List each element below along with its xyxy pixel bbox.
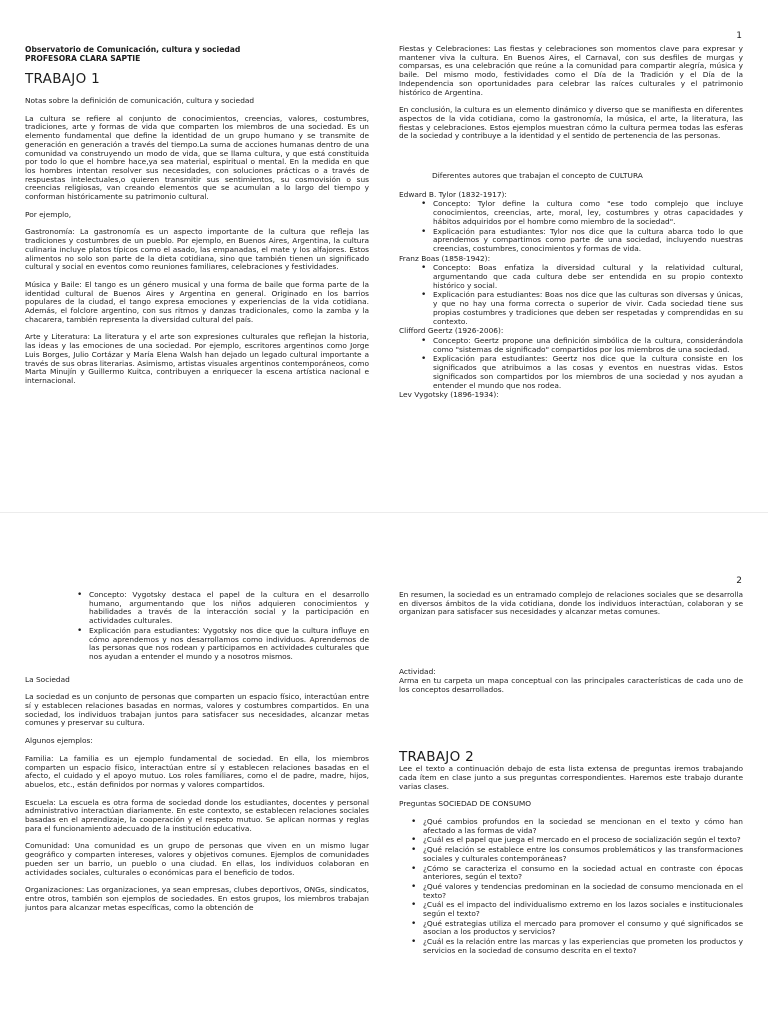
question-item: • ¿Qué relación se establece entre los consumos problemáticos y las transformaciones sociales y culturales contemporáneas? [411,846,743,863]
geertz-list [421,337,743,390]
list-item: • Concepto: Tylor define la cultura como "ese todo complejo que incluye conocimientos, creencias, arte, moral, ley, costumbres y otras capacidades y hábitos adquiridos por el hombre como miembro de la sociedad". [421,200,743,226]
author-tylor: Edward B. Tylor (1832-1917): [399,189,507,199]
list-item: • Explicación para estudiantes: Boas nos dice que las culturas son diversas y únicas, y que no hay una forma correcta o superior de vivir. Cada sociedad tiene sus propias costumbres y tradiciones que deben ser respetadas y comprendidas en su contexto. [421,291,743,326]
teacher-header: PROFESORA CLARA SAPTIE [25,54,141,63]
page2-left-column [25,591,369,921]
page1-left-column [25,45,369,395]
festivities-paragraph: Fiestas y Celebraciones: Las fiestas y celebraciones son momentos clave para expresar y mantener viva la cultura. En Buenos Aires, el Carnaval, con sus desfiles de murgas y comparsas, es una celebración que reúne a la comunidad para compartir alegría, música y baile. Del mismo modo, festividades como el Día de la Tradición y el Día de la Independencia son oportunidades para celebrar las raíces culturales y el patrimonio histórico de Argentina. [399,44,743,97]
family-paragraph: Familia: La familia es un ejemplo fundamental de sociedad. En ella, los miembros comparten un espacio físico, interactúan entre sí y establecen relaciones basadas en el afecto, el cuidado y el apoyo mutuo. Los roles familiares, como el de padre, madre, hijos, abuelos, etc., están definidos por normas y valores compartidos. [25,753,369,789]
page-number: 1 [736,31,742,41]
question-item: • ¿Cuál es el papel que juega el mercado en el proceso de socialización según el texto? [411,836,743,845]
art-paragraph: Arte y Literatura: La literatura y el arte son expresiones culturales que reflejan la historia, las ideas y las emociones de una sociedad. Por ejemplo, escritores argentinos como Jorge Luis Borges, Julio Cortázar y María Elena Walsh han dejado un legado cultural importante a través de sus obras literarias. Asimismo, artistas visuales argentinos contemporáneos, como Marta Minujín y Guillermo Kuitca, contribuyen a enriquecer la escena artística nacional e internacional. [25,332,369,385]
por-ejemplo-text: Por ejemplo, [25,209,72,219]
examples-label: Algunos ejemplos: [25,736,93,746]
community-paragraph: Comunidad: Una comunidad es un grupo de personas que viven en un mismo lugar geográfico y comparten intereses, valores y objetivos comunes. Ejemplos de comunidades pueden ser un barrio, un pueblo o una ciudad. En ellas, los individuos colaboran en actividades sociales, culturales o económicas para el beneficio de todos. [25,841,369,877]
society-paragraph: La sociedad es un conjunto de personas que comparten un espacio físico, interactúan entre sí y establecen relaciones basadas en normas, valores y costumbres compartidos. En una sociedad, los individuos trabajan juntos para satisfacer sus necesidades, alcanzar metas comunes y preservar su cultura. [25,692,369,728]
question-item: • ¿Cómo se caracteriza el consumo en la sociedad actual en contraste con épocas anteriores, según el texto? [411,865,743,882]
assignment-title: TRABAJO 1 [25,71,100,87]
activity-label: Actividad: [399,667,436,677]
page2-right-column [399,591,743,957]
culture-paragraph: La cultura se refiere al conjunto de conocimientos, creencias, valores, costumbres, tradiciones, arte y formas de vida que comparten los miembros de una sociedad. Es un elemento fundamental que define la identidad de un grupo humano y se transmite de generación en generación a través del tiempo.La suma de acciones humanas dentro de una comunidad va construyendo un modo de vida, que se llama cultura, y que está constituida por todo lo que el hombre hace,ya sea material, espiritual o mental. En la medida en que los hombres intentan resolver sus necesidades, con soluciones prácticas o a través de respuestas intelectuales,o quieren transmitir sus sentimientos, su cosmovisión o sus creencias religiosas, van creando elementos que se acumulan a lo largo del tiempo y conforman históricamente su patrimonio cultural. [25,113,369,202]
summary-paragraph: En resumen, la sociedad es un entramado complejo de relaciones sociales que se desarrolla en diversos ámbitos de la vida cotidiana, donde los individuos interactúan, colaboran y se organizan para satisfacer sus necesidades y alcanzar metas comunes. [399,590,743,617]
list-item: • Concepto: Boas enfatiza la diversidad cultural y la relatividad cultural, argumentando que cada cultura debe ser entendida en su propio contexto histórico y social. [421,264,743,290]
activity-text: Arma en tu carpeta un mapa conceptual con las principales características de cada uno de los conceptos desarrollados. [399,675,743,694]
boas-list [421,264,743,326]
society-heading: La Sociedad [25,674,70,684]
document-page-2 [0,512,768,1024]
tylor-list [421,200,743,253]
list-item: • Explicación para estudiantes: Tylor nos dice que la cultura abarca todo lo que aprendemos y compartimos como parte de una sociedad, incluyendo nuestras creencias, costumbres, conocimientos y formas de vida. [421,228,743,254]
author-geertz: Clifford Geertz (1926-2006): [399,326,504,336]
school-paragraph: Escuela: La escuela es otra forma de sociedad donde los estudiantes, docentes y personal administrativo interactúan diariamente. En este contexto, se establecen relaciones sociales basadas en el aprendizaje, la cooperación y el respeto mutuo. Se aplican normas y reglas para el funcionamiento adecuado de la institución educativa. [25,797,369,833]
authors-heading: Diferentes autores que trabajan el concepto de CULTURA [432,171,643,181]
gastronomy-paragraph: Gastronomía: La gastronomía es un aspecto importante de la cultura que refleja las tradiciones y costumbres de un pueblo. Por ejemplo, en Buenos Aires, Argentina, la cultura culinaria incluye platos típicos como el asado, las empanadas, el mate y los alfajores. Estos alimentos no solo son parte de la dieta cotidiana, sino que también tienen un significado cultural y social en eventos como reuniones familiares, celebraciones y festividades. [25,227,369,272]
institution-header: Observatorio de Comunicación, cultura y sociedad [25,45,241,54]
vygotsky-list [77,591,369,662]
page1-right-column [399,45,743,401]
question-item: • ¿Cuál es la relación entre las marcas y las experiencias que prometen los productos y servicios en la sociedad de consumo descrita en el texto? [411,938,743,955]
list-item: • Explicación para estudiantes: Geertz nos dice que la cultura consiste en los significados que atribuimos a las cosas y eventos en nuestras vidas. Estos significados son compartidos por los miembros de una sociedad y nos ayudan a entender el mundo que nos rodea. [421,355,743,390]
assignment-2-intro: Lee el texto a continuación debajo de esta lista extensa de preguntas iremos trabajando cada ítem en clase junto a sus preguntas correspondientes. Haremos este trabajo durante varias clases. [399,764,743,791]
notes-subtitle: Notas sobre la definición de comunicación, cultura y sociedad [25,96,255,105]
conclusion-paragraph: En conclusión, la cultura es un elemento dinámico y diverso que se manifiesta en diferentes aspectos de la vida cotidiana, como la gastronomía, la música, el arte, la literatura, las fiestas y celebraciones. Estos ejemplos muestran cómo la cultura permea todas las esferas de la sociedad y contribuye a la identidad y el sentido de pertenencia de las personas. [399,105,743,141]
question-item: • ¿Qué valores y tendencias predominan en la sociedad de consumo mencionada en el texto? [411,883,743,900]
page-number: 2 [736,576,742,586]
author-vygotsky: Lev Vygotsky (1896-1934): [399,390,499,400]
music-paragraph: Música y Baile: El tango es un género musical y una forma de baile que forma parte de la identidad cultural de Buenos Aires y Argentina en general. Originado en los barrios populares de la ciudad, el tango expresa emociones y experiencias de la vida cotidiana. Además, el folclore argentino, con sus ritmos y danzas tradicionales, como la zamba y la chacarera, también representa la diversidad cultural del país. [25,279,369,324]
question-item: • ¿Cuál es el impacto del individualismo extremo en los lazos sociales e institucionales según el texto? [411,901,743,918]
list-item: • Concepto: Vygotsky destaca el papel de la cultura en el desarrollo humano, argumentando que los niños adquieren conocimientos y habilidades a través de la interacción social y la participación en actividades culturales. [77,591,369,626]
question-item: • ¿Qué cambios profundos en la sociedad se mencionan en el texto y cómo han afectado a las formas de vida? [411,818,743,835]
author-boas: Franz Boas (1858-1942): [399,253,491,263]
questions-heading: Preguntas SOCIEDAD DE CONSUMO [399,799,532,809]
list-item: • Concepto: Geertz propone una definición simbólica de la cultura, considerándola como "sistemas de significado" compartidos por los miembros de una sociedad. [421,337,743,354]
question-item: • ¿Qué estrategias utiliza el mercado para promover el consumo y qué significados se asocian a los productos y servicios? [411,920,743,937]
assignment-2-title: TRABAJO 2 [399,749,474,766]
organizations-paragraph: Organizaciones: Las organizaciones, ya sean empresas, clubes deportivos, ONGs, sindicatos, entre otros, también son ejemplos de sociedades. En estos grupos, los miembros trabajan juntos para alcanzar metas específicas, como la obtención de [25,885,370,912]
questions-list [411,818,743,956]
list-item: • Explicación para estudiantes: Vygotsky nos dice que la cultura influye en cómo aprendemos y nos desarrollamos como individuos. Aprendemos de las personas que nos rodean y participamos en actividades culturales que nos ayudan a entender el mundo y a nosotros mismos. [77,627,369,662]
